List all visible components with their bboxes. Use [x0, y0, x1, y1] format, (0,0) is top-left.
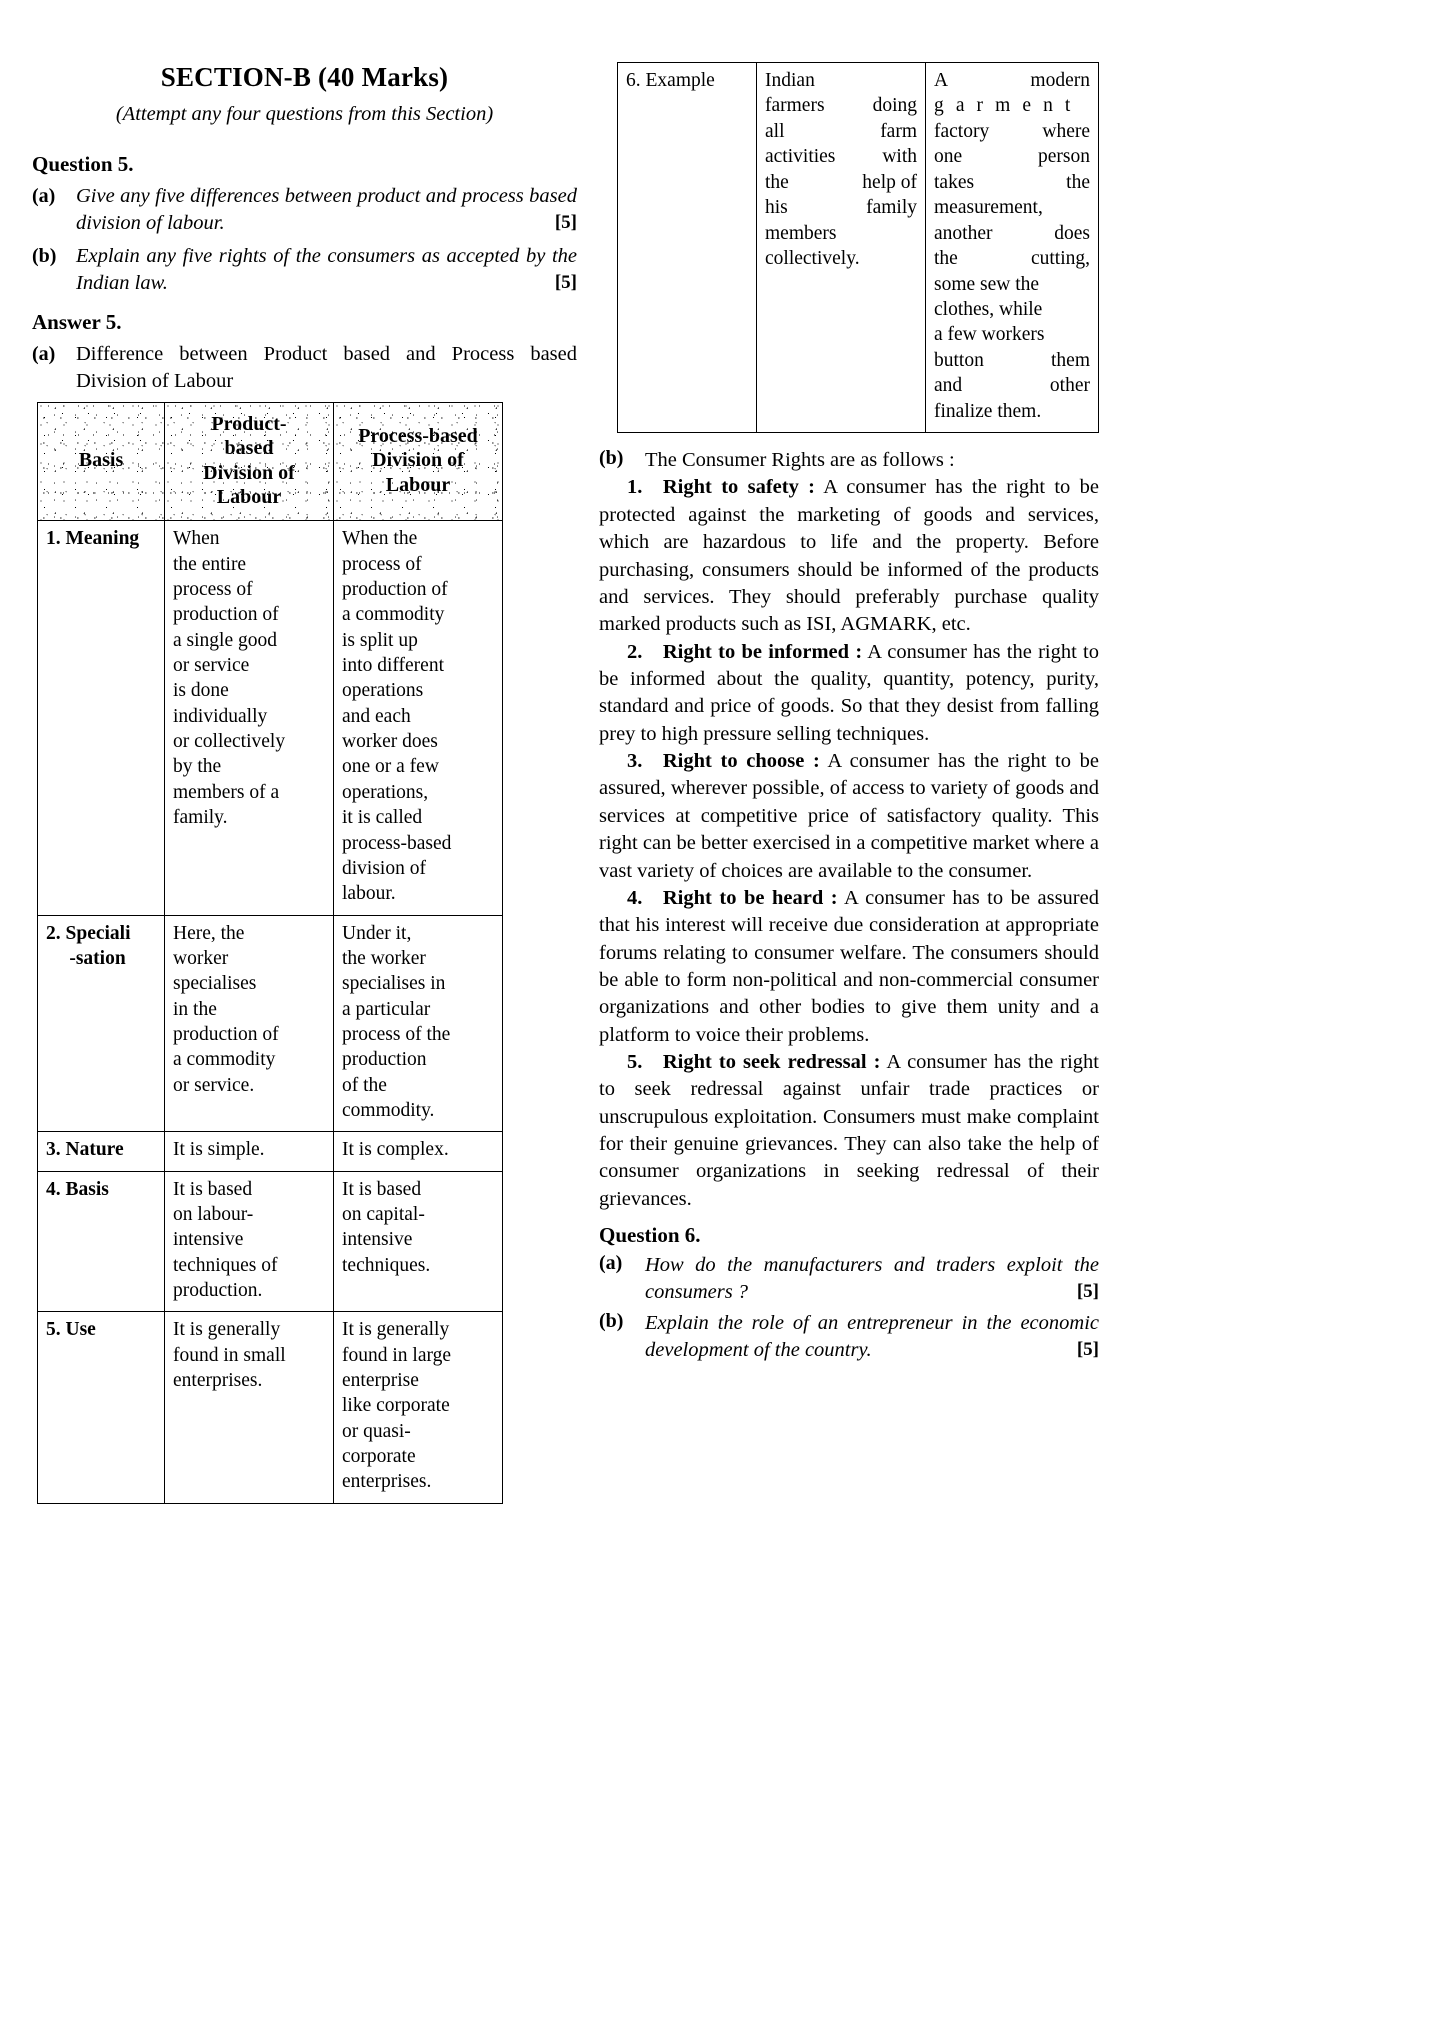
question-5b-label: (b): [32, 244, 57, 267]
table-row: [38, 1132, 503, 1171]
row-product-cell: [165, 1171, 334, 1312]
cell-line: When the: [342, 528, 418, 550]
answer-5a: [32, 341, 577, 396]
right-column: [599, 62, 1099, 1367]
table-row: [38, 1312, 503, 1503]
cell-line-left: all: [765, 120, 785, 142]
cell-line: specialises: [173, 973, 257, 995]
cell-line: It is simple.: [173, 1139, 265, 1161]
cell-line: is split up: [342, 629, 418, 651]
cell-line: [934, 373, 1090, 398]
cell-line: members of a: [173, 781, 280, 803]
comparison-table: [37, 402, 503, 1504]
question-6a-marks: [5]: [1076, 1281, 1099, 1303]
cell-line: enterprises.: [173, 1370, 263, 1392]
cell-line: [934, 68, 1090, 93]
cell-line-right: family: [866, 197, 917, 219]
question-6a-text-wrap: [645, 1252, 1099, 1307]
row-basis-sublabel: -sation: [69, 947, 126, 969]
row-product-cell: [165, 1132, 334, 1171]
cell-line: Indian: [765, 70, 815, 91]
cell-line-left: takes: [934, 171, 975, 193]
consumer-right-number: 3.: [627, 750, 663, 773]
cell-line: and each: [342, 705, 411, 727]
header-product-line-3: Division of: [203, 461, 295, 484]
cell-line: [765, 119, 917, 144]
table-row: [38, 1171, 503, 1312]
consumer-right-title: Right to be heard :: [662, 886, 838, 909]
cell-line: [765, 170, 917, 195]
answer-5b-label: (b): [599, 447, 624, 470]
answer-5-heading: Answer 5.: [32, 309, 122, 334]
cell-line-right: with: [882, 146, 917, 168]
cell-line: It is based: [173, 1178, 253, 1200]
cell-line: techniques of: [173, 1254, 278, 1276]
cell-line: the entire: [173, 553, 247, 575]
cell-line: It is generally: [173, 1319, 281, 1341]
cell-line-right: them: [1051, 349, 1090, 371]
cell-line-left: and: [934, 375, 963, 397]
cell-line: It is based: [342, 1178, 422, 1200]
cell-line: It is generally: [342, 1319, 450, 1341]
header-process-line-1: Process-based: [358, 425, 478, 447]
row-basis-cell: [38, 1312, 165, 1503]
cell-line: members: [765, 222, 837, 244]
consumer-right-number: 4.: [627, 886, 663, 909]
cell-line-right: does: [1054, 222, 1090, 244]
comparison-table-head: [38, 402, 503, 521]
example-table-body: [618, 63, 1099, 433]
cell-line: by the: [173, 756, 222, 778]
example-table-fragment: [617, 62, 1099, 433]
consumer-right-title: Right to choose :: [662, 750, 820, 773]
cell-line-left: activities: [765, 146, 836, 168]
cell-line: some sew the: [934, 273, 1040, 295]
cell-line: production of: [342, 579, 448, 601]
cell-line: operations: [342, 680, 424, 702]
cell-line-right: modern: [1030, 70, 1090, 91]
question-6b-text-wrap: [645, 1310, 1099, 1365]
cell-line: family.: [173, 807, 228, 829]
cell-line: [934, 348, 1090, 373]
header-product-line-2: based: [224, 437, 274, 460]
question-5b-text: Explain any five rights of the consumers as accepted by the Indian law.: [76, 244, 577, 295]
consumer-right-item: [599, 748, 1099, 885]
consumer-right-body: A consumer has to be assured that his interest will receive due consideration at appropriate forums relating to consumer welfare. The consumers should be able to form non-political and non-commercial consumer organizations and other bodies to give them unity and a platform to voice their problems.: [599, 886, 1099, 1046]
cell-line-right: farm: [880, 120, 917, 142]
cell-line: production.: [173, 1280, 263, 1301]
cell-line: enterprises.: [342, 1471, 432, 1493]
question-5-heading: Question 5.: [32, 152, 134, 176]
example-process-cell: [926, 63, 1099, 433]
cell-line-left: farmers: [765, 95, 825, 117]
cell-line: It is complex.: [342, 1139, 449, 1161]
row-product-cell: [165, 521, 334, 915]
cell-line: finalize them.: [934, 400, 1042, 422]
cell-line: techniques.: [342, 1254, 431, 1276]
cell-line: When: [173, 528, 220, 550]
table-row: [38, 521, 503, 915]
consumer-right-item: [599, 1049, 1099, 1213]
question-5a-label: (a): [32, 185, 56, 207]
header-process-based: [334, 402, 503, 521]
consumer-right-title: Right to be informed :: [662, 640, 863, 663]
cell-line: individually: [173, 705, 268, 727]
cell-line: on labour-: [173, 1203, 254, 1225]
cell-line: or service: [173, 655, 250, 677]
cell-line: commodity.: [342, 1099, 435, 1121]
cell-line: labour.: [342, 883, 396, 905]
row-process-cell: [334, 521, 503, 915]
row-basis-cell: [38, 1171, 165, 1312]
consumer-right-item: [599, 885, 1099, 1049]
cell-line: specialises in: [342, 973, 446, 995]
question-6b-label: (b): [599, 1309, 624, 1332]
cell-line: worker does: [342, 731, 438, 753]
row-product-cell: [165, 1312, 334, 1503]
row-basis-label: 3. Nature: [46, 1139, 124, 1161]
consumer-right-title: Right to safety :: [662, 476, 815, 499]
answer-5a-label: (a): [32, 342, 56, 365]
cell-line: process-based: [342, 832, 452, 854]
cell-line-right: doing: [872, 95, 917, 117]
consumer-right-number: 5.: [627, 1051, 663, 1074]
cell-line-right: person: [1038, 146, 1090, 168]
answer-5b-row: [599, 447, 1099, 474]
cell-line: a single good: [173, 629, 277, 651]
consumer-right-title: Right to seek redressal :: [662, 1051, 881, 1074]
question-6a: [599, 1252, 1099, 1307]
consumer-right-number: 2.: [627, 640, 663, 663]
cell-line: a commodity: [342, 604, 445, 626]
cell-line: Here, the: [173, 922, 245, 944]
cell-line: [765, 144, 917, 169]
answer-5b-intro: The Consumer Rights are as follows :: [645, 449, 955, 472]
question-5b-marks: [5]: [554, 272, 577, 294]
cell-line-right: help of: [862, 171, 917, 193]
table-header-row: [38, 402, 503, 521]
cell-line: clothes, while: [934, 298, 1043, 320]
question-6b-marks: [5]: [1076, 1338, 1099, 1360]
table-row: [38, 915, 503, 1132]
consumer-right-body: A consumer has the right to be informed about the quality, quantity, potency, purity, standard and price of goods. So that they desist from falling prey to high pressure selling techniques.: [599, 640, 1099, 745]
consumer-right-body: A consumer has the right to be assured, wherever possible, of access to variety of goods and services at competitive price of satisfactory quality. This right can be better exercised in a competitive market where a vast variety of choices are available to the consumer.: [599, 750, 1099, 882]
cell-line: [765, 93, 917, 118]
header-process-line-3: Labour: [385, 473, 451, 496]
consumer-right-item: [599, 639, 1099, 748]
cell-line: or collectively: [173, 731, 286, 753]
section-instruction: (Attempt any four questions from this Section): [115, 103, 494, 125]
row-basis-cell: [38, 915, 165, 1132]
cell-line: collectively.: [765, 248, 860, 270]
cell-line: or quasi-: [342, 1420, 411, 1442]
cell-line-left: factory: [934, 120, 990, 142]
cell-line: process of: [342, 553, 422, 575]
row-process-cell: [334, 1171, 503, 1312]
cell-line: operations,: [342, 781, 429, 803]
answer-5a-text: Difference between Product based and Process based Division of Labour: [76, 342, 577, 393]
cell-line-left: A: [934, 70, 949, 91]
cell-line-right: cutting,: [1030, 248, 1090, 270]
cell-line: worker: [173, 947, 229, 969]
question-6a-text: How do the manufacturers and traders exploit the consumers ?: [645, 1254, 1099, 1304]
section-title: SECTION-B (40 Marks): [160, 62, 449, 92]
question-5a: [32, 183, 577, 238]
cell-line: intensive: [342, 1229, 413, 1251]
cell-line: process of the: [342, 1023, 451, 1045]
cell-line: production: [342, 1049, 427, 1071]
left-column: [28, 62, 577, 1504]
cell-line: is done: [173, 680, 229, 702]
cell-line: like corporate: [342, 1395, 450, 1417]
cell-line-left: the: [765, 171, 789, 193]
cell-line: process of: [173, 579, 253, 601]
question-5a-text: Give any five differences between product and process based division of labour.: [76, 185, 577, 235]
cell-line: on capital-: [342, 1203, 425, 1225]
header-product-line-4: Labour: [216, 485, 282, 508]
row-product-cell: [165, 915, 334, 1132]
consumer-right-number: 1.: [627, 476, 663, 499]
header-product-line-1: Product-: [211, 412, 287, 435]
cell-line: [934, 144, 1090, 169]
example-product-cell: [757, 63, 926, 433]
cell-line: production of: [173, 1023, 279, 1045]
row-process-cell: [334, 1312, 503, 1503]
cell-line: one or a few: [342, 756, 439, 778]
cell-line: [934, 119, 1090, 144]
cell-line: the worker: [342, 947, 426, 969]
header-process-line-2: Division of: [372, 449, 464, 472]
consumer-right-item: [599, 474, 1099, 638]
question-6a-label: (a): [599, 1252, 623, 1275]
cell-line-right: other: [1049, 375, 1090, 397]
cell-line-right: the: [1066, 171, 1090, 193]
row-basis-label: 5. Use: [46, 1319, 96, 1341]
question-5a-marks: [5]: [554, 212, 577, 234]
cell-line: corporate: [342, 1446, 416, 1468]
question-6b-text: Explain the role of an entrepreneur in the economic development of the country.: [645, 1311, 1099, 1361]
cell-line: intensive: [173, 1229, 244, 1251]
question-6-heading: Question 6.: [599, 1223, 701, 1248]
cell-line-left: the: [934, 248, 958, 270]
row-basis-label: 2. Speciali: [46, 922, 131, 944]
cell-line: measurement,: [934, 197, 1043, 219]
consumer-rights-list: [599, 474, 1099, 1213]
cell-line: g a r m e n t: [934, 95, 1074, 117]
question-5a-text-wrap: [76, 183, 577, 238]
cell-line: found in large: [342, 1344, 452, 1366]
cell-line-left: another: [934, 222, 993, 244]
cell-line: or service.: [173, 1074, 255, 1096]
cell-line: into different: [342, 655, 444, 677]
cell-line-left: one: [934, 146, 963, 168]
comparison-table-body: [38, 521, 503, 1503]
cell-line: production of: [173, 604, 279, 626]
row-basis-cell: [38, 1132, 165, 1171]
row-basis-cell: [38, 521, 165, 915]
row-process-cell: [334, 1132, 503, 1171]
example-basis-cell: 6. Example: [618, 63, 757, 433]
row-basis-label: 1. Meaning: [46, 528, 140, 550]
cell-line: of the: [342, 1074, 387, 1096]
cell-line: found in small: [173, 1344, 286, 1366]
cell-line-left: his: [765, 197, 788, 219]
cell-line: division of: [342, 857, 426, 879]
cell-line: in the: [173, 998, 217, 1020]
cell-line: enterprise: [342, 1370, 419, 1392]
table-row: [618, 63, 1099, 433]
cell-line: a commodity: [173, 1049, 276, 1071]
cell-line: [934, 246, 1090, 271]
consumer-right-body: A consumer has the right to seek redressal against unfair trade practices or unscrupulous exploitation. Consumers must make complaint for their genuine grievances. They can also take the help of consumer organizations in seeking redressal of their grievances.: [599, 1051, 1099, 1210]
header-product-based: [165, 402, 334, 521]
question-5b: [32, 243, 577, 298]
cell-line: a particular: [342, 998, 431, 1020]
cell-line-left: button: [934, 349, 984, 371]
header-basis: Basis: [38, 402, 165, 521]
cell-line: Under it,: [342, 922, 412, 944]
row-basis-label: 4. Basis: [46, 1178, 109, 1200]
cell-line: [934, 221, 1090, 246]
two-column-layout: [28, 62, 1390, 1504]
consumer-right-body: A consumer has the right to be protected against the marketing of goods and services, which are hazardous to life and the property. Before purchasing, consumers should be informed of the products and services. They should preferably purchase quality marked products such as ISI, AGMARK, etc.: [599, 476, 1099, 636]
cell-line: it is called: [342, 807, 423, 829]
cell-line: a few workers: [934, 324, 1045, 346]
row-process-cell: [334, 915, 503, 1132]
cell-line: [934, 170, 1090, 195]
cell-line-right: where: [1042, 120, 1090, 142]
question-5b-text-wrap: [76, 243, 577, 298]
cell-line: [765, 195, 917, 220]
question-6b: [599, 1310, 1099, 1365]
